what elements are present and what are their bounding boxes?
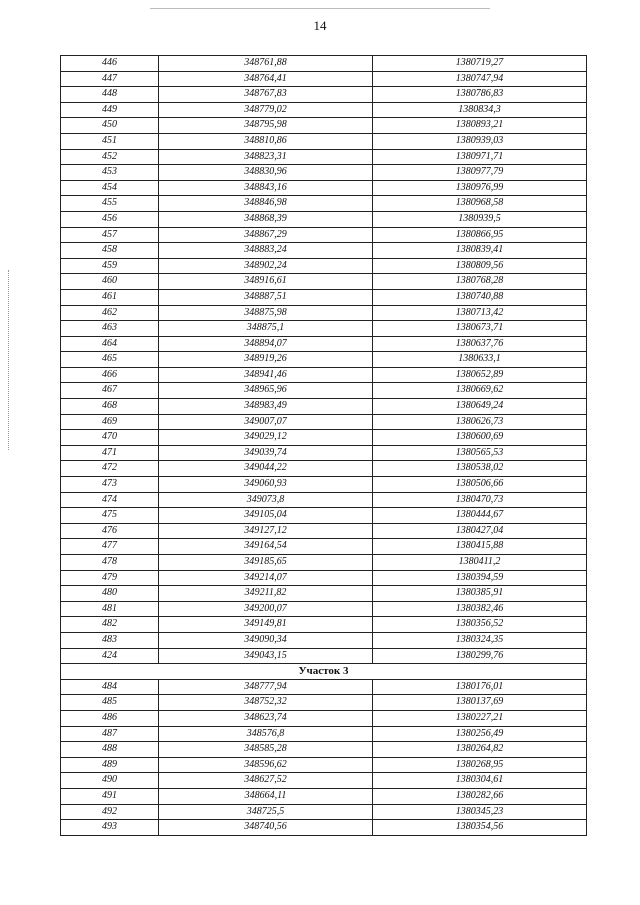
x-coordinate-cell: 348983,49 [159,399,373,415]
point-number-cell: 469 [61,414,159,430]
x-coordinate-cell: 348916,61 [159,274,373,290]
table-row [61,243,587,259]
section-title: Участок 3 [61,664,587,680]
y-coordinate-cell: 1380264,82 [373,742,587,758]
x-coordinate-cell: 348902,24 [159,258,373,274]
y-coordinate-cell: 1380299,76 [373,648,587,664]
point-number-cell: 471 [61,445,159,461]
table-row [61,555,587,571]
y-coordinate-cell: 1380227,21 [373,710,587,726]
point-number-cell: 458 [61,243,159,259]
table-row [61,820,587,836]
point-number-cell: 451 [61,133,159,149]
table-row [61,149,587,165]
point-number-cell: 456 [61,211,159,227]
y-coordinate-cell: 1380137,69 [373,695,587,711]
y-coordinate-cell: 1380719,27 [373,56,587,72]
table-row [61,477,587,493]
y-coordinate-cell: 1380176,01 [373,679,587,695]
y-coordinate-cell: 1380669,62 [373,383,587,399]
point-number-cell: 482 [61,617,159,633]
x-coordinate-cell: 348761,88 [159,56,373,72]
x-coordinate-cell: 349127,12 [159,523,373,539]
y-coordinate-cell: 1380637,76 [373,336,587,352]
x-coordinate-cell: 348843,16 [159,180,373,196]
table-row [61,274,587,290]
point-number-cell: 446 [61,56,159,72]
y-coordinate-cell: 1380415,88 [373,539,587,555]
x-coordinate-cell: 349043,15 [159,648,373,664]
y-coordinate-cell: 1380747,94 [373,71,587,87]
table-row [61,570,587,586]
point-number-cell: 477 [61,539,159,555]
point-number-cell: 468 [61,399,159,415]
point-number-cell: 466 [61,367,159,383]
point-number-cell: 475 [61,508,159,524]
table-row [61,632,587,648]
y-coordinate-cell: 1380626,73 [373,414,587,430]
section-row [61,664,587,680]
point-number-cell: 474 [61,492,159,508]
table-row [61,227,587,243]
y-coordinate-cell: 1380834,3 [373,102,587,118]
table-row [61,695,587,711]
table-row [61,679,587,695]
x-coordinate-cell: 349185,65 [159,555,373,571]
x-coordinate-cell: 348576,8 [159,726,373,742]
x-coordinate-cell: 348883,24 [159,243,373,259]
y-coordinate-cell: 1380713,42 [373,305,587,321]
y-coordinate-cell: 1380324,35 [373,632,587,648]
x-coordinate-cell: 348767,83 [159,87,373,103]
table-row [61,87,587,103]
scan-edge-marks [8,270,10,450]
y-coordinate-cell: 1380282,66 [373,788,587,804]
x-coordinate-cell: 348596,62 [159,757,373,773]
point-number-cell: 472 [61,461,159,477]
x-coordinate-cell: 348664,11 [159,788,373,804]
point-number-cell: 459 [61,258,159,274]
top-scan-rule [150,8,490,9]
y-coordinate-cell: 1380538,02 [373,461,587,477]
table-row [61,742,587,758]
y-coordinate-cell: 1380411,2 [373,555,587,571]
point-number-cell: 448 [61,87,159,103]
x-coordinate-cell: 348779,02 [159,102,373,118]
table-row [61,617,587,633]
x-coordinate-cell: 348919,26 [159,352,373,368]
point-number-cell: 467 [61,383,159,399]
table-row [61,165,587,181]
x-coordinate-cell: 349039,74 [159,445,373,461]
point-number-cell: 478 [61,555,159,571]
table-row [61,383,587,399]
y-coordinate-cell: 1380977,79 [373,165,587,181]
table-row [61,71,587,87]
y-coordinate-cell: 1380382,46 [373,601,587,617]
table-row [61,102,587,118]
x-coordinate-cell: 348894,07 [159,336,373,352]
point-number-cell: 493 [61,820,159,836]
x-coordinate-cell: 348875,1 [159,321,373,337]
table-row [61,430,587,446]
y-coordinate-cell: 1380740,88 [373,289,587,305]
x-coordinate-cell: 348830,96 [159,165,373,181]
y-coordinate-cell: 1380866,95 [373,227,587,243]
point-number-cell: 464 [61,336,159,352]
table-row [61,773,587,789]
y-coordinate-cell: 1380939,5 [373,211,587,227]
table-row [61,180,587,196]
x-coordinate-cell: 349007,07 [159,414,373,430]
table-row [61,804,587,820]
x-coordinate-cell: 348777,94 [159,679,373,695]
point-number-cell: 461 [61,289,159,305]
point-number-cell: 462 [61,305,159,321]
x-coordinate-cell: 348740,56 [159,820,373,836]
point-number-cell: 481 [61,601,159,617]
point-number-cell: 480 [61,586,159,602]
x-coordinate-cell: 348868,39 [159,211,373,227]
x-coordinate-cell: 348627,52 [159,773,373,789]
y-coordinate-cell: 1380786,83 [373,87,587,103]
point-number-cell: 490 [61,773,159,789]
x-coordinate-cell: 349073,8 [159,492,373,508]
table-row [61,508,587,524]
coordinates-table [60,55,587,836]
y-coordinate-cell: 1380839,41 [373,243,587,259]
point-number-cell: 454 [61,180,159,196]
y-coordinate-cell: 1380356,52 [373,617,587,633]
y-coordinate-cell: 1380893,21 [373,118,587,134]
y-coordinate-cell: 1380976,99 [373,180,587,196]
x-coordinate-cell: 349164,54 [159,539,373,555]
point-number-cell: 455 [61,196,159,212]
point-number-cell: 484 [61,679,159,695]
x-coordinate-cell: 348795,98 [159,118,373,134]
x-coordinate-cell: 348887,51 [159,289,373,305]
point-number-cell: 463 [61,321,159,337]
y-coordinate-cell: 1380385,91 [373,586,587,602]
point-number-cell: 460 [61,274,159,290]
y-coordinate-cell: 1380600,69 [373,430,587,446]
table-row [61,289,587,305]
table-row [61,492,587,508]
point-number-cell: 447 [61,71,159,87]
y-coordinate-cell: 1380470,73 [373,492,587,508]
table-row [61,461,587,477]
y-coordinate-cell: 1380394,59 [373,570,587,586]
x-coordinate-cell: 349200,07 [159,601,373,617]
x-coordinate-cell: 348725,5 [159,804,373,820]
x-coordinate-cell: 348810,86 [159,133,373,149]
y-coordinate-cell: 1380345,23 [373,804,587,820]
y-coordinate-cell: 1380256,49 [373,726,587,742]
table-row [61,399,587,415]
table-row [61,523,587,539]
x-coordinate-cell: 349214,07 [159,570,373,586]
coordinates-table-body [61,56,587,836]
x-coordinate-cell: 348875,98 [159,305,373,321]
y-coordinate-cell: 1380649,24 [373,399,587,415]
table-row [61,414,587,430]
x-coordinate-cell: 348941,46 [159,367,373,383]
table-row [61,445,587,461]
point-number-cell: 487 [61,726,159,742]
x-coordinate-cell: 349029,12 [159,430,373,446]
x-coordinate-cell: 349149,81 [159,617,373,633]
x-coordinate-cell: 348764,41 [159,71,373,87]
x-coordinate-cell: 349044,22 [159,461,373,477]
point-number-cell: 450 [61,118,159,134]
y-coordinate-cell: 1380354,56 [373,820,587,836]
table-row [61,196,587,212]
x-coordinate-cell: 349105,04 [159,508,373,524]
y-coordinate-cell: 1380444,67 [373,508,587,524]
y-coordinate-cell: 1380768,28 [373,274,587,290]
x-coordinate-cell: 348867,29 [159,227,373,243]
point-number-cell: 486 [61,710,159,726]
y-coordinate-cell: 1380506,66 [373,477,587,493]
y-coordinate-cell: 1380652,89 [373,367,587,383]
point-number-cell: 476 [61,523,159,539]
table-row [61,648,587,664]
table-row [61,601,587,617]
x-coordinate-cell: 349060,93 [159,477,373,493]
point-number-cell: 424 [61,648,159,664]
point-number-cell: 452 [61,149,159,165]
table-row [61,133,587,149]
y-coordinate-cell: 1380565,53 [373,445,587,461]
page-number: 14 [313,18,327,33]
table-row [61,586,587,602]
x-coordinate-cell: 348846,98 [159,196,373,212]
x-coordinate-cell: 348585,28 [159,742,373,758]
point-number-cell: 491 [61,788,159,804]
y-coordinate-cell: 1380809,56 [373,258,587,274]
table-row [61,56,587,72]
table-row [61,305,587,321]
table-row [61,788,587,804]
x-coordinate-cell: 348965,96 [159,383,373,399]
x-coordinate-cell: 348823,31 [159,149,373,165]
x-coordinate-cell: 349090,34 [159,632,373,648]
table-row [61,367,587,383]
y-coordinate-cell: 1380268,95 [373,757,587,773]
x-coordinate-cell: 348623,74 [159,710,373,726]
y-coordinate-cell: 1380939,03 [373,133,587,149]
y-coordinate-cell: 1380427,04 [373,523,587,539]
table-row [61,258,587,274]
point-number-cell: 489 [61,757,159,773]
point-number-cell: 483 [61,632,159,648]
table-row [61,710,587,726]
table-row [61,726,587,742]
point-number-cell: 479 [61,570,159,586]
point-number-cell: 457 [61,227,159,243]
point-number-cell: 473 [61,477,159,493]
y-coordinate-cell: 1380971,71 [373,149,587,165]
point-number-cell: 488 [61,742,159,758]
point-number-cell: 485 [61,695,159,711]
point-number-cell: 470 [61,430,159,446]
table-row [61,118,587,134]
table-row [61,336,587,352]
y-coordinate-cell: 1380968,58 [373,196,587,212]
point-number-cell: 492 [61,804,159,820]
table-row [61,352,587,368]
y-coordinate-cell: 1380673,71 [373,321,587,337]
x-coordinate-cell: 349211,82 [159,586,373,602]
table-row [61,539,587,555]
table-row [61,211,587,227]
point-number-cell: 449 [61,102,159,118]
y-coordinate-cell: 1380304,61 [373,773,587,789]
table-row [61,321,587,337]
y-coordinate-cell: 1380633,1 [373,352,587,368]
x-coordinate-cell: 348752,32 [159,695,373,711]
table-row [61,757,587,773]
point-number-cell: 453 [61,165,159,181]
point-number-cell: 465 [61,352,159,368]
